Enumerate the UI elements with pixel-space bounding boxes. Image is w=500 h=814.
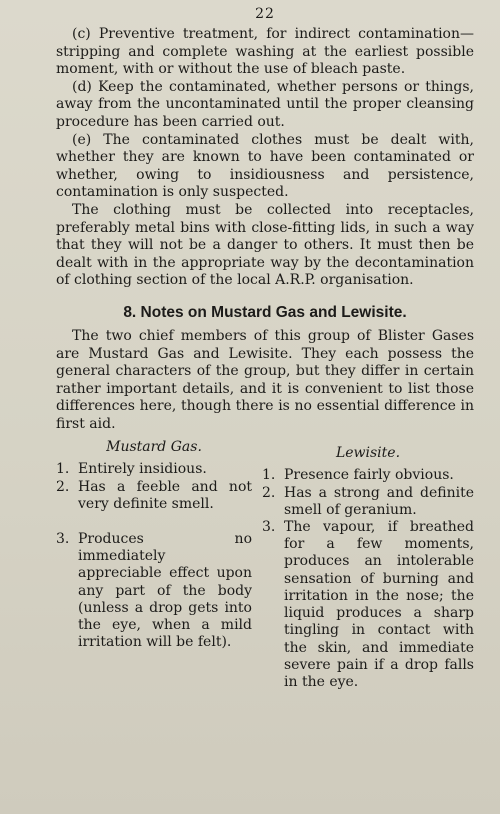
section-intro: The two chief members of this group of Blister Gases are Mustard Gas and Lewisite. They each possess the general characters of the group, but they differ in certain rather important details, and it is convenient to list those differences here, though there is no essential difference in first aid.: [56, 327, 474, 432]
item-text: Produces no immediately appreciable effect upon any part of the body (unless a drop gets into the eye, when a mild irritation will be felt).: [78, 531, 252, 651]
comparison-columns: [56, 439, 474, 691]
paragraph-clothing: The clothing must be collected into receptacles, preferably metal bins with close-fitting lids, in such a way that they will not be a danger to others. It must then be dealt with in the appropriate way by the decontamination of clothing section of the local A.R.P. organisation.: [56, 201, 474, 289]
item-text: Entirely insidious.: [78, 461, 207, 478]
section-heading: 8. Notes on Mustard Gas and Lewisite.: [123, 303, 407, 321]
item-number: 3.: [56, 531, 70, 548]
mustard-item: [56, 531, 252, 651]
item-text: Presence fairly obvious.: [284, 467, 454, 484]
lewisite-item: [262, 519, 474, 691]
paragraph-d: (d) Keep the contaminated, whether persons or things, away from the uncontaminated until the proper cleansing procedure has been carried out.: [56, 78, 474, 130]
lewisite-item: [262, 467, 474, 484]
item-number: 1.: [262, 467, 276, 484]
item-text: Has a strong and definite smell of geranium.: [284, 484, 474, 518]
paragraph-e: (e) The contaminated clothes must be dealt with, whether they are known to have been contaminated or whether, owing to insidiousness and persistence, contamination is only suspected.: [56, 131, 474, 201]
mustard-item: [56, 479, 252, 513]
page-number: 22: [255, 6, 275, 22]
mustard-gas-title: Mustard Gas.: [106, 439, 202, 456]
item-number: 1.: [56, 461, 70, 478]
lewisite-column: [262, 445, 474, 691]
item-number: 2.: [56, 478, 70, 495]
mustard-gas-column: [56, 439, 252, 691]
lewisite-item: [262, 485, 474, 519]
item-text: Has a feeble and not very definite smell.: [78, 478, 252, 512]
mustard-item: [56, 461, 252, 478]
item-number: 3.: [262, 519, 276, 536]
item-number: 2.: [262, 484, 276, 501]
paragraph-c: (c) Preventive treatment, for indirect contamination—stripping and complete washing at the earliest possible moment, with or without the use of bleach paste.: [56, 26, 474, 78]
item-text: The vapour, if breathed for a few moments, produces an intolerable sensation of burning and irritation in the nose; the liquid produces a sharp tingling in contact with the skin, and immediate severe pain if a drop falls in the eye.: [284, 519, 474, 690]
lewisite-title: Lewisite.: [335, 445, 401, 462]
